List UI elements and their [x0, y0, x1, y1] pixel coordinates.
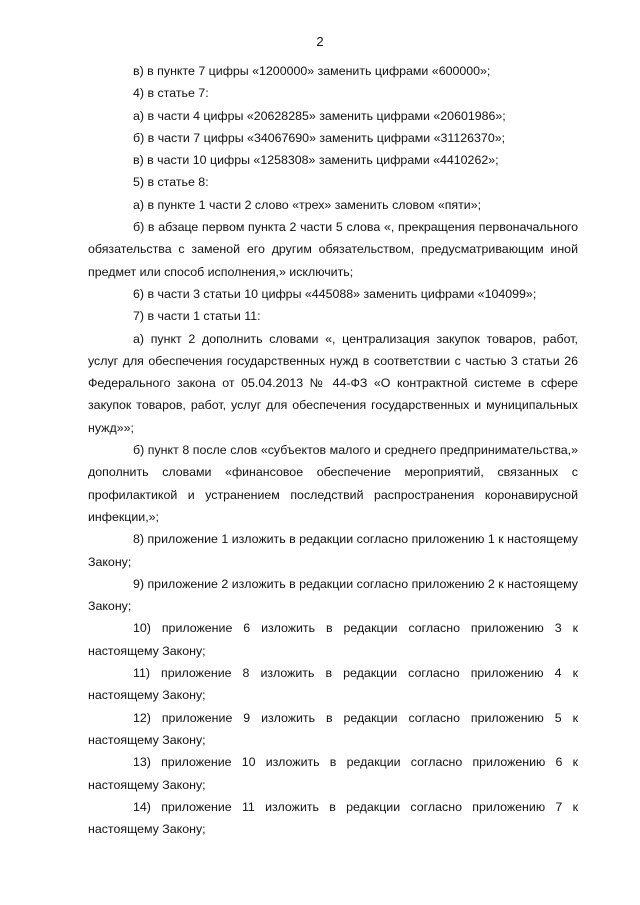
paragraph: 10) приложение 6 изложить в редакции согласно приложению 3 к настоящему Закону;: [88, 621, 578, 658]
paragraph: 12) приложение 9 изложить в редакции согласно приложению 5 к настоящему Закону;: [88, 710, 578, 747]
paragraph: б) пункт 8 после слов «субъектов малого и среднего предпринимательства,» дополнить словами «финансовое обеспечение мероприятий, связанных с профилактикой и устранением последствий распространения коронавирусной инфекции,»;: [88, 443, 578, 524]
paragraph: 11) приложение 8 изложить в редакции согласно приложению 4 к настоящему Закону;: [88, 666, 578, 703]
page-number: 2: [316, 34, 324, 49]
paragraph: 5) в статье 8:: [133, 175, 209, 190]
paragraph: 13) приложение 10 изложить в редакции согласно приложению 6 к настоящему Закону;: [88, 755, 578, 792]
paragraph: 8) приложение 1 изложить в редакции согласно приложению 1 к настоящему Закону;: [88, 532, 578, 569]
paragraph: б) в абзаце первом пункта 2 части 5 слова «, прекращения первоначального обязательства с заменой его другим обязательством, предусматривающим иной предмет или способ исполнения,» исключить;: [88, 220, 578, 279]
paragraph: а) в части 4 цифры «20628285» заменить цифрами «20601986»;: [133, 108, 506, 123]
paragraph: в) в пункте 7 цифры «1200000» заменить цифрами «600000»;: [133, 64, 491, 78]
paragraph: 14) приложение 11 изложить в редакции согласно приложению 7 к настоящему Закону;: [88, 799, 578, 837]
paragraph: а) в пункте 1 части 2 слово «трех» заменить словом «пяти»;: [133, 197, 482, 212]
paragraph: а) пункт 2 дополнить словами «, централизация закупок товаров, работ, услуг для обеспечения государственных нужд в соответствии с частью 3 статьи 26 Федерального закона от 05.04.2013 № 44-ФЗ «О контрактной системе в сфере закупок товаров, работ, услуг для обеспечения государственных и муниципальных нужд»»;: [88, 331, 578, 435]
paragraph: 6) в части 3 статьи 10 цифры «445088» заменить цифрами «104099»;: [133, 286, 537, 301]
paragraph: 9) приложение 2 изложить в редакции согласно приложению 2 к настоящему Закону;: [88, 576, 578, 614]
paragraph: 7) в части 1 статьи 11:: [133, 309, 261, 324]
document-body: [88, 60, 578, 840]
paragraph: б) в части 7 цифры «34067690» заменить цифрами «31126370»;: [133, 130, 506, 145]
paragraph: 4) в статье 7:: [133, 86, 209, 101]
paragraph: в) в части 10 цифры «1258308» заменить цифрами «4410262»;: [133, 153, 499, 168]
